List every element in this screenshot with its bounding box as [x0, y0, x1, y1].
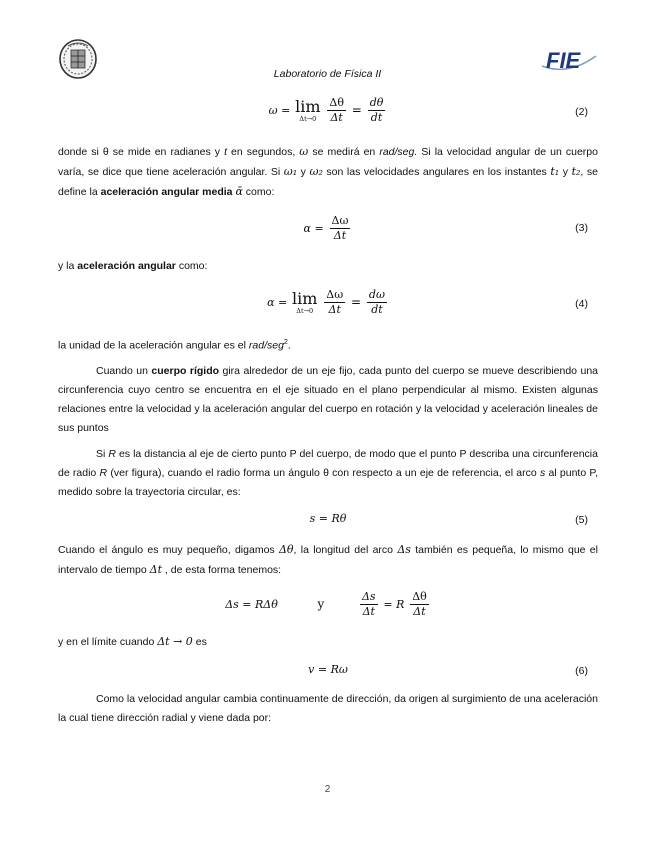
equation-number: (5): [575, 514, 588, 526]
text: y la: [58, 260, 78, 272]
fie-logo-text: FIE: [546, 48, 581, 73]
eq2-num2: dθ: [369, 96, 384, 109]
paragraph-limit: [58, 632, 598, 652]
symbol-limit-expression: Δt → 0: [157, 635, 193, 648]
eq4-lim-word: lim: [292, 288, 318, 308]
eq4-equals: =: [351, 295, 362, 309]
equation-number: (4): [575, 298, 588, 310]
eq2-lhs: ω =: [268, 104, 291, 117]
page-header-title: Laboratorio de Física II: [273, 68, 382, 80]
text: donde si θ se mide en radianes y: [58, 146, 225, 158]
equation-4: [58, 286, 598, 326]
text: la unidad de la aceleración angular es el: [58, 339, 249, 352]
eq2-fraction-1: [327, 96, 346, 125]
equation-number: (2): [575, 106, 588, 118]
text: Cuando el ángulo es muy pequeño, digamos: [58, 544, 279, 556]
eq2-den1: Δt: [330, 111, 343, 124]
equation-number: (3): [575, 222, 588, 234]
eq4-den2: dt: [371, 303, 383, 316]
equation-2: [58, 94, 598, 134]
paragraph-unit: [58, 333, 598, 356]
symbol-omega: ω: [299, 145, 309, 158]
eq-arc-fraction-lhs: [360, 590, 378, 619]
text: t: [224, 146, 227, 158]
symbol-omega-2: ω₂: [309, 165, 323, 178]
term-mean-angular-acceleration: aceleración angular media: [100, 186, 233, 198]
eq-arc-mid: = R: [383, 598, 405, 611]
symbol-s: s: [539, 467, 546, 479]
symbol-alpha-bar: ᾱ: [235, 185, 243, 198]
eq-arc-lhs-num: Δs: [361, 590, 376, 603]
term-angular-acceleration: aceleración angular: [77, 260, 176, 272]
text: al punto P, medido sobre la trayectoria circular, es:: [58, 467, 598, 498]
equation-arc-relation: [58, 588, 598, 628]
equation-number: (6): [575, 665, 588, 677]
text: , la longitud del arco: [293, 544, 398, 556]
eq3-fraction: [330, 214, 351, 243]
symbol-t-1: t₁: [550, 165, 560, 178]
eq4-lhs: α =: [267, 296, 288, 309]
eq4-num1: Δω: [326, 288, 344, 301]
text: se medirá en: [308, 146, 380, 158]
eq2-lim-sub: Δt→0: [299, 114, 317, 123]
eq-arc-fraction-rhs: [410, 590, 429, 619]
symbol-R: R: [99, 467, 108, 479]
text: .: [287, 339, 291, 352]
eq2-den2: dt: [370, 111, 383, 124]
eq3-lhs: α =: [303, 222, 324, 235]
eq2-num1: Δθ: [329, 96, 344, 109]
paragraph-radius: [58, 445, 598, 502]
eq4-fraction-1: [324, 288, 345, 317]
eq-arc-rhs-num: Δθ: [412, 590, 427, 603]
text: son las velocidades angulares en los instantes: [322, 166, 551, 178]
text: (ver figura), cuando el radio forma un ángulo θ con respecto a un eje de referencia, el arco: [107, 467, 540, 479]
eq3-den: Δt: [333, 229, 347, 242]
text: es la distancia al eje de cierto punto P del cuerpo, de modo que el punto P describa una circunferencia de radio: [58, 448, 598, 479]
eq-arc-rhs-den: Δt: [413, 605, 426, 618]
eq-arc-lhs-den: Δt: [362, 605, 375, 618]
eq6-body: v = Rω: [308, 663, 348, 676]
text: en segundos,: [227, 146, 300, 158]
paragraph-angular-velocity: [58, 142, 598, 202]
eq-arc-connector: y: [317, 597, 325, 611]
text: Si la velocidad angular de un cuerpo varía, se dice que tiene aceleración angular. Si: [58, 146, 598, 178]
eq2-fraction-2: [368, 96, 386, 125]
text: y en el límite cuando: [58, 636, 158, 648]
eq2-equals: =: [351, 103, 362, 117]
symbol-delta-s: Δs: [397, 543, 411, 556]
text: y: [297, 166, 310, 178]
eq4-num2: dω: [368, 288, 385, 301]
eq4-limit: [292, 288, 318, 315]
paragraph-angular-acceleration: [58, 257, 598, 276]
text: es: [195, 636, 207, 648]
text: como:: [175, 260, 208, 272]
text: Cuando un: [96, 365, 152, 377]
symbol-R: R: [108, 448, 116, 460]
eq2-lim-word: lim: [295, 96, 321, 116]
text: , de esta forma tenemos:: [162, 564, 282, 576]
page-number: 2: [324, 784, 331, 795]
unit-text: rad/seg.: [379, 146, 418, 158]
eq5-body: s = Rθ: [309, 512, 347, 525]
eq2-limit: [295, 96, 321, 123]
eq4-fraction-2: [367, 288, 387, 317]
text: también es pequeña, lo mismo que el intervalo de tiempo: [58, 544, 598, 576]
symbol-t-2: t₂: [571, 165, 581, 178]
paragraph-rigid-body: [58, 362, 598, 438]
term-rigid-body: cuerpo rígido: [151, 365, 220, 377]
text: como:: [242, 186, 275, 198]
eq4-lim-sub: Δt→0: [296, 306, 314, 315]
text: gira alrededor de un eje fijo, cada punto del cuerpo se mueve describiendo una circunferencia cuyo centro se encuentra en el eje situado en el plano perpendicular al mismo. Existen algunas relaciones entre la velocidad y la aceleración angular del cuerpo en rotación y la velocidad y aceleración lineales de sus puntos: [58, 365, 599, 434]
text: y: [559, 166, 572, 178]
symbol-omega-1: ω₁: [283, 165, 298, 178]
unit-text: rad/seg: [248, 339, 284, 352]
symbol-delta-theta: Δθ: [278, 543, 294, 556]
eq4-den1: Δt: [328, 303, 341, 316]
symbol-delta-t: Δt: [149, 563, 163, 576]
superscript: 2: [283, 339, 288, 346]
eq-arc-left: Δs = RΔθ: [225, 598, 278, 611]
eq3-num: Δω: [331, 214, 349, 227]
equation-3: [58, 212, 598, 252]
paragraph-small-angle: [58, 540, 598, 580]
paragraph-radial-acceleration: [58, 690, 598, 728]
text: Si: [96, 448, 109, 460]
text: Como la velocidad angular cambia continuamente de dirección, da origen al surgimiento de una aceleración la cual tiene dirección radial y viene dada por:: [58, 693, 598, 724]
text: , se define la: [58, 166, 598, 198]
